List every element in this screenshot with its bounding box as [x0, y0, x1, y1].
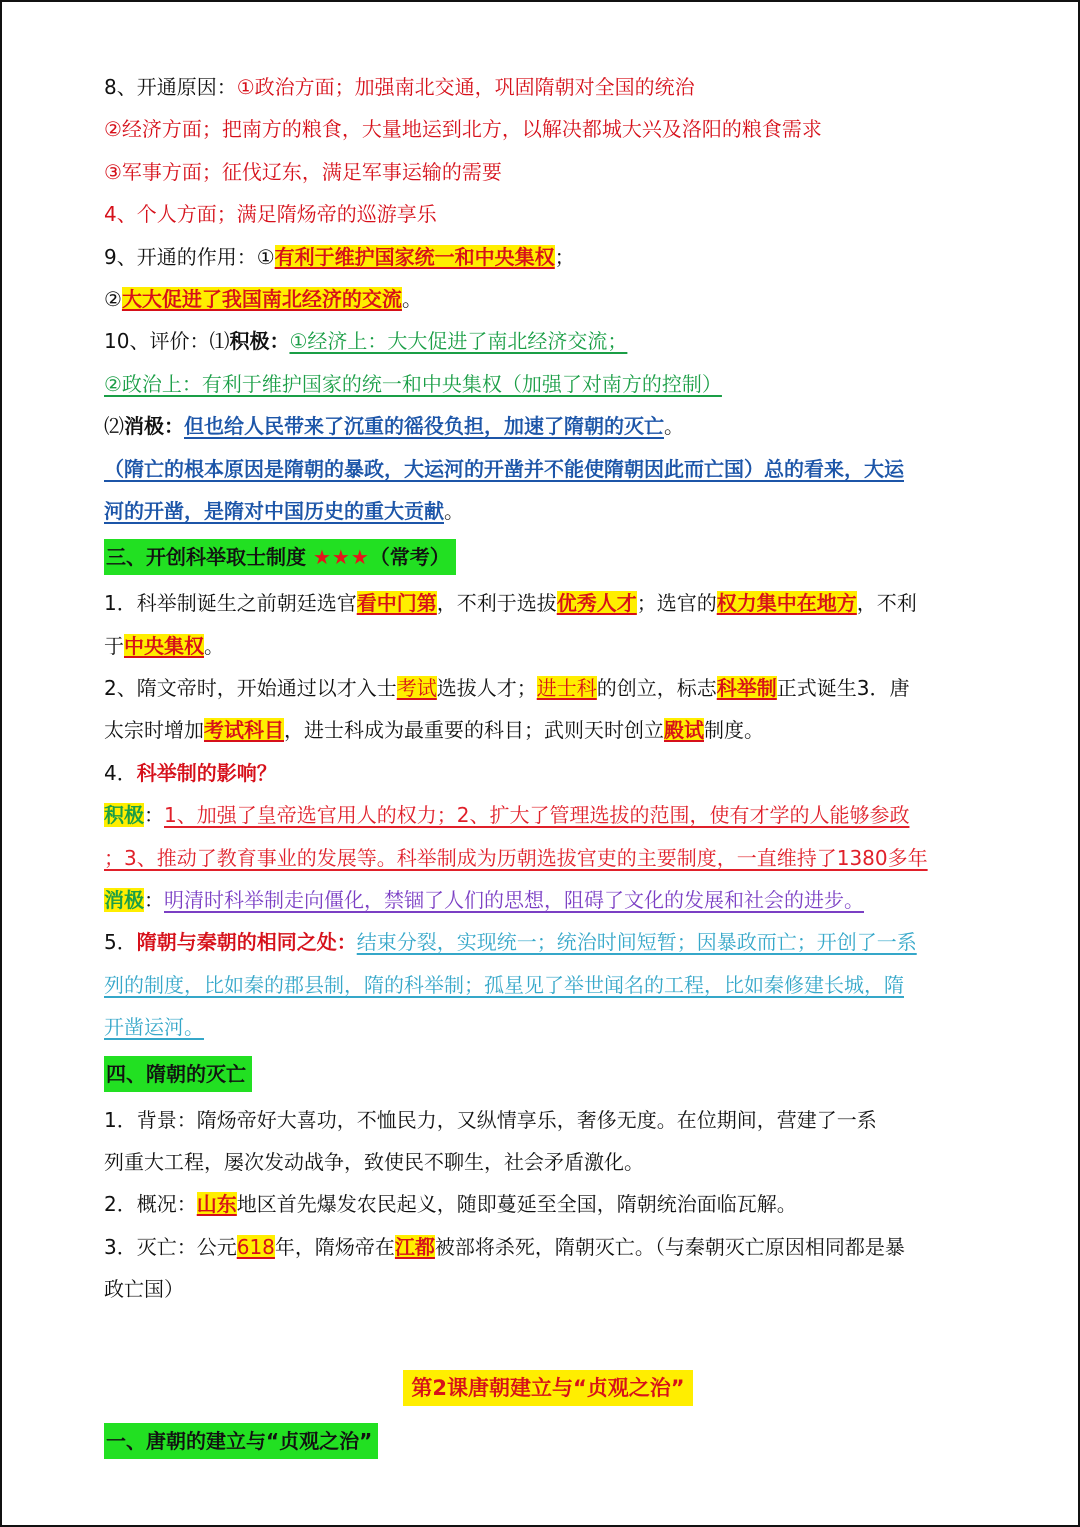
keju-item-1-line-1 [104, 582, 992, 624]
evaluation-positive-label: 积极： [229, 329, 290, 354]
summary-end: 。 [444, 498, 464, 523]
keju-2-text-d: 正式诞生3．唐 [776, 676, 910, 701]
summary-text-2: 河的开凿，是隋对中国历史的重大贡献 [104, 498, 444, 523]
keju-item-2-line-1 [104, 667, 992, 709]
lesson-title: 第2课唐朝建立与“贞观之治” [403, 1370, 692, 1406]
evaluation-summary-1 [104, 448, 992, 490]
effect-label: 9、开通的作用： [104, 244, 257, 269]
evaluation-negative-prefix: ⑵ [104, 414, 124, 439]
spacer [104, 1311, 992, 1363]
keju-5-text-a: 结束分裂，实现统一；统治时间短暂；因暴政而亡；开创了一系 [356, 930, 917, 955]
keju-positive-line-2 [104, 837, 992, 879]
keju-1-text-d: ，不利 [856, 591, 917, 616]
keju-1-highlight-1: 看中门第 [356, 591, 437, 616]
keju-1-text-a: 1．科举制诞生之前朝廷选官 [104, 591, 357, 616]
evaluation-positive-1: ①经济上：大大促进了南北经济交流； [289, 329, 628, 354]
keju-negative-colon: ： [144, 888, 164, 913]
keju-5-title: 隋朝与秦朝的相同之处： [136, 930, 357, 955]
keju-positive-line-1 [104, 794, 992, 836]
reason-personal: 4、个人方面；满足隋炀帝的巡游享乐 [104, 202, 437, 227]
fall-3-text-a: 3．灭亡：公元 [104, 1234, 237, 1259]
keju-item-5-line-1 [104, 921, 992, 963]
keju-2-text-b: 选拔人才； [436, 676, 537, 701]
keju-1-highlight-2: 优秀人才 [556, 591, 637, 616]
evaluation-positive-2: ②政治上：有利于维护国家的统一和中央集权（加强了对南方的控制） [104, 371, 722, 396]
effect-highlight-1: 有利于维护国家统一和中央集权 [274, 244, 555, 269]
keju-negative-text: 明清时科举制走向僵化，禁锢了人们的思想，阻碍了文化的发展和社会的进步。 [164, 888, 864, 913]
effect-highlight-2: 大大促进了我国南北经济的交流 [121, 286, 402, 311]
lesson-title-line [104, 1363, 992, 1413]
lesson-section-1-line [104, 1413, 992, 1469]
fall-3-text-b: 年，隋炀帝在 [274, 1234, 395, 1259]
reason-label: 8、开通原因： [104, 75, 237, 99]
keju-1-text-b: ，不利于选拔 [436, 591, 557, 616]
evaluation-line-3 [104, 405, 992, 447]
section-4-heading-line [104, 1049, 992, 1099]
fall-item-3-line-2: 政亡国） [104, 1277, 184, 1302]
summary-text-1: （隋亡的根本原因是隋朝的暴政，大运河的开凿并不能使隋朝因此而亡国）总的看来，大运 [104, 456, 904, 481]
fall-3-highlight-1: 618 [236, 1234, 275, 1259]
section-3-heading [104, 539, 456, 575]
keju-3-text-a: 太宗时增加 [104, 718, 204, 743]
keju-4-number: 4． [104, 760, 137, 785]
keju-5-text-b: 列的制度，比如秦的郡县制，隋的科举制；孤星见了举世闻名的工程，比如秦修建长城，隋 [104, 972, 904, 997]
keju-1-highlight-3: 权力集中在地方 [716, 591, 857, 616]
keju-1-text-e: 于 [104, 633, 124, 658]
keju-negative-label: 消极 [104, 888, 144, 913]
keju-2-text-c: 的创立，标志 [596, 676, 717, 701]
effect-end-2: 。 [401, 286, 422, 311]
keju-5-text-c: 开凿运河。 [104, 1015, 204, 1040]
section-3-tag: （常考） [369, 545, 450, 570]
keju-item-3-line [104, 709, 992, 751]
effect-end-1: ； [554, 244, 575, 269]
fall-item-1-line-1: 1．背景：隋炀帝好大喜功，不恤民力，又纵情享乐，奢侈无度。在位期间，营建了一系 [104, 1107, 877, 1132]
evaluation-line-2 [104, 363, 992, 405]
keju-positive-text-2: ；3、推动了教育事业的发展等。科举制成为历朝选拔官吏的主要制度，一直维持了1380多年 [104, 845, 928, 870]
fall-3-highlight-2: 江都 [394, 1234, 435, 1259]
fall-2-highlight: 山东 [196, 1192, 237, 1217]
evaluation-summary-2 [104, 490, 992, 532]
keju-positive-text-1: 1、加强了皇帝选官用人的权力；2、扩大了管理选拔的范围，使有才学的人能够参政 [164, 803, 910, 828]
keju-2-highlight-2: 进士科 [536, 676, 597, 701]
keju-negative-line [104, 879, 992, 921]
reason-military: ③军事方面；征伐辽东，满足军事运输的需要 [104, 159, 502, 184]
reason-line-1 [104, 66, 992, 108]
keju-1-text-c: ；选官的 [636, 591, 717, 616]
reason-economic: ②经济方面；把南方的粮食，大量地运到北方，以解决都城大兴及洛阳的粮食需求 [104, 117, 822, 142]
fall-3-text-c: 被部将杀死，隋朝灭亡。（与秦朝灭亡原因相同都是暴 [434, 1234, 905, 1259]
keju-4-title: 科举制的影响？ [136, 760, 277, 785]
fall-item-1-line-2: 列重大工程，屡次发动战争，致使民不聊生，社会矛盾激化。 [104, 1149, 644, 1174]
effect-num-1: ① [256, 244, 275, 269]
evaluation-line-1 [104, 320, 992, 362]
keju-item-1-line-2 [104, 625, 992, 667]
effect-line-2 [104, 278, 992, 320]
evaluation-negative-1: 但也给人民带来了沉重的徭役负担，加速了隋朝的灭亡 [184, 414, 664, 439]
section-3-title: 三、开创科举取士制度 [106, 545, 306, 570]
keju-3-highlight-1: 考试科目 [204, 718, 284, 743]
section-4-heading: 四、隋朝的灭亡 [104, 1056, 252, 1092]
section-3-heading-line [104, 532, 992, 582]
effect-num-2: ② [104, 286, 122, 311]
star-rating: ★★★ [312, 545, 370, 570]
keju-item-5-line-3 [104, 1006, 992, 1048]
evaluation-label: 10、评价：⑴ [104, 329, 230, 354]
keju-positive-label: 积极 [104, 803, 144, 828]
fall-item-2-line [104, 1183, 992, 1225]
fall-2-text-b: 地区首先爆发农民起义，随即蔓延至全国，隋朝统治面临瓦解。 [236, 1192, 797, 1217]
keju-5-number: 5． [104, 930, 137, 955]
fall-item-3-line-1 [104, 1226, 992, 1268]
keju-2-highlight-1: 考试 [396, 676, 437, 701]
evaluation-negative-end: 。 [664, 414, 684, 439]
keju-2-highlight-3: 科举制 [716, 676, 777, 701]
lesson-section-1-heading: 一、唐朝的建立与“贞观之治” [104, 1423, 378, 1459]
keju-positive-colon: ： [144, 803, 164, 828]
keju-3-text-b: ，进士科成为最重要的科目；武则天时创立 [284, 718, 664, 743]
effect-line-1 [104, 236, 992, 278]
fall-2-text-a: 2．概况： [104, 1192, 197, 1217]
document-content [104, 66, 992, 1469]
keju-item-4-heading [104, 752, 992, 794]
keju-2-text-a: 2、隋文帝时，开始通过以才入士 [104, 676, 397, 701]
keju-3-highlight-2: 殿试 [664, 718, 704, 743]
keju-1-highlight-4: 中央集权 [124, 633, 204, 658]
keju-3-text-c: 制度。 [704, 718, 764, 743]
reason-political: ①政治方面；加强南北交通，巩固隋朝对全国的统治 [236, 75, 695, 99]
evaluation-negative-label: 消极： [124, 414, 184, 439]
keju-item-5-line-2 [104, 964, 992, 1006]
keju-1-text-f: 。 [204, 633, 224, 658]
